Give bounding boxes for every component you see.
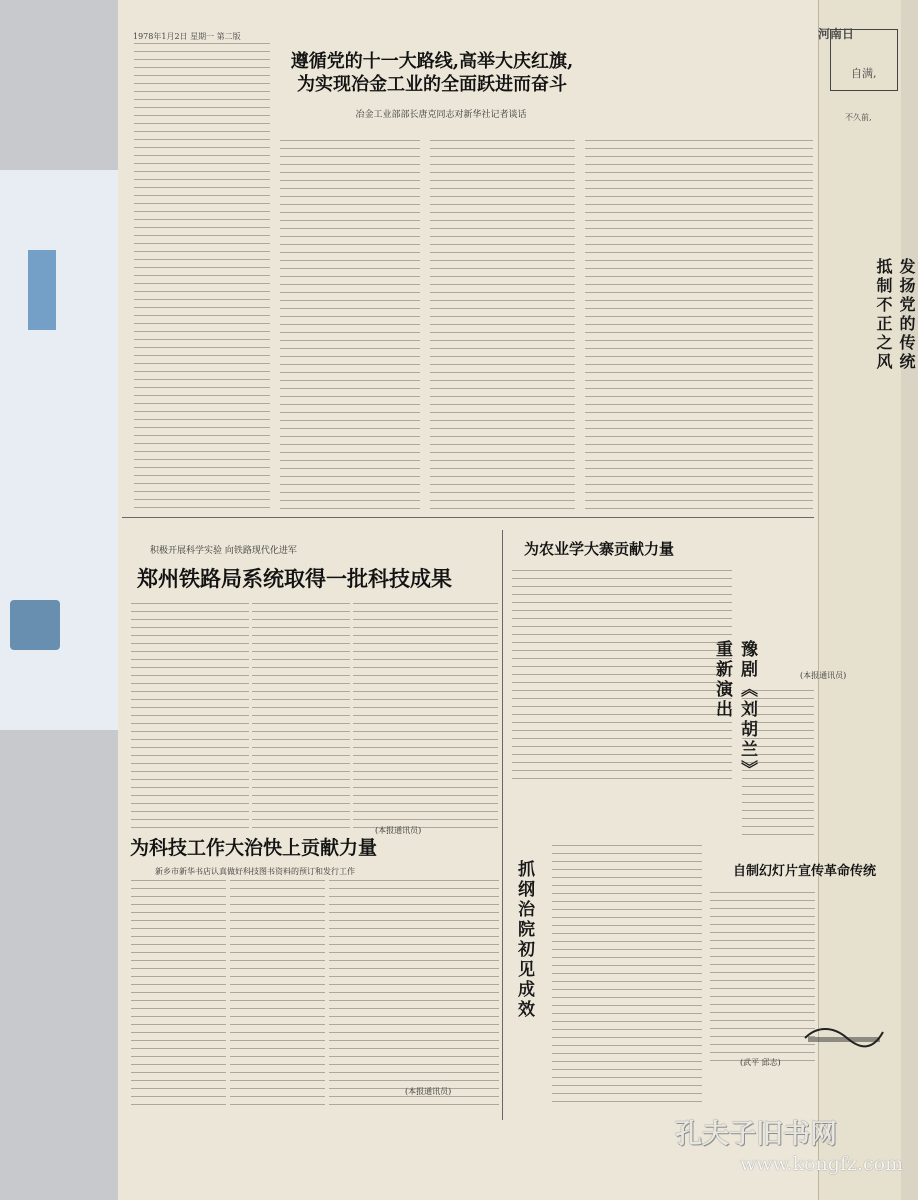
dateline: 1978年1月2日 星期一 第二版 [133,32,241,41]
watermark-url: www.kongfz.com [740,1153,904,1175]
rail-kicker: 积极开展科学实验 向铁路现代化进军 [150,546,297,556]
lead-title-line-2: 为实现冶金工业的全面跃进而奋斗 [297,74,567,95]
rail-headline: 郑州铁路局系统取得一批科技成果 [137,566,452,591]
right-small-text: 不久前, [845,113,872,122]
opera-headline: 豫剧《刘胡兰》重新演出 [712,640,757,780]
science-column-1 [131,880,226,1105]
agriculture-headline: 为农业学大寨贡献力量 [524,540,675,558]
slide-source: (武平 邱志) [740,1058,781,1067]
agriculture-source: (本报通讯员) [800,671,847,680]
right-box-text: 自满, [851,67,877,80]
lead-column-4 [585,140,813,512]
science-source: (本报通讯员) [405,1087,452,1096]
right-vertical-headline: 发扬党的传统 抵制不正之风 [874,258,916,372]
illustration-icon [803,1020,885,1046]
rail-column-2 [252,603,350,828]
rail-column-3 [353,603,498,828]
masthead-fragment: 河南日 [818,27,855,41]
rail-column-1 [131,603,249,828]
story-vertical-title: 抓纲治院初见成效 [514,860,534,1020]
science-column-3 [329,880,499,1105]
section-rule [122,517,814,518]
lead-column-1 [134,43,270,513]
lead-title-line-1: 遵循党的十一大路线,高举大庆红旗, [290,51,574,72]
watermark-logo-text: 孔夫子旧书网 [675,1119,837,1150]
plastic-sheet [0,170,119,730]
science-headline: 为科技工作大治快上贡献力量 [130,837,378,859]
slide-headline: 自制幻灯片宣传革命传统 [733,864,877,879]
science-column-2 [230,880,325,1105]
center-vertical-rule [502,530,503,1120]
right-box [830,29,898,91]
blue-logo-mark [10,600,60,650]
science-kicker: 新乡市新华书店认真做好科技图书资料的预订和发行工作 [155,867,355,876]
slide-column [710,892,815,1062]
lead-column-2 [280,140,420,512]
rail-source: (本报通讯员) [375,826,422,835]
blue-mark [28,250,56,330]
lead-column-3 [430,140,575,512]
agriculture-column [512,570,732,780]
story-column [552,845,702,1105]
opera-column [742,690,814,838]
lead-subtitle: 冶金工业部部长唐克同志对新华社记者谈话 [355,110,527,120]
